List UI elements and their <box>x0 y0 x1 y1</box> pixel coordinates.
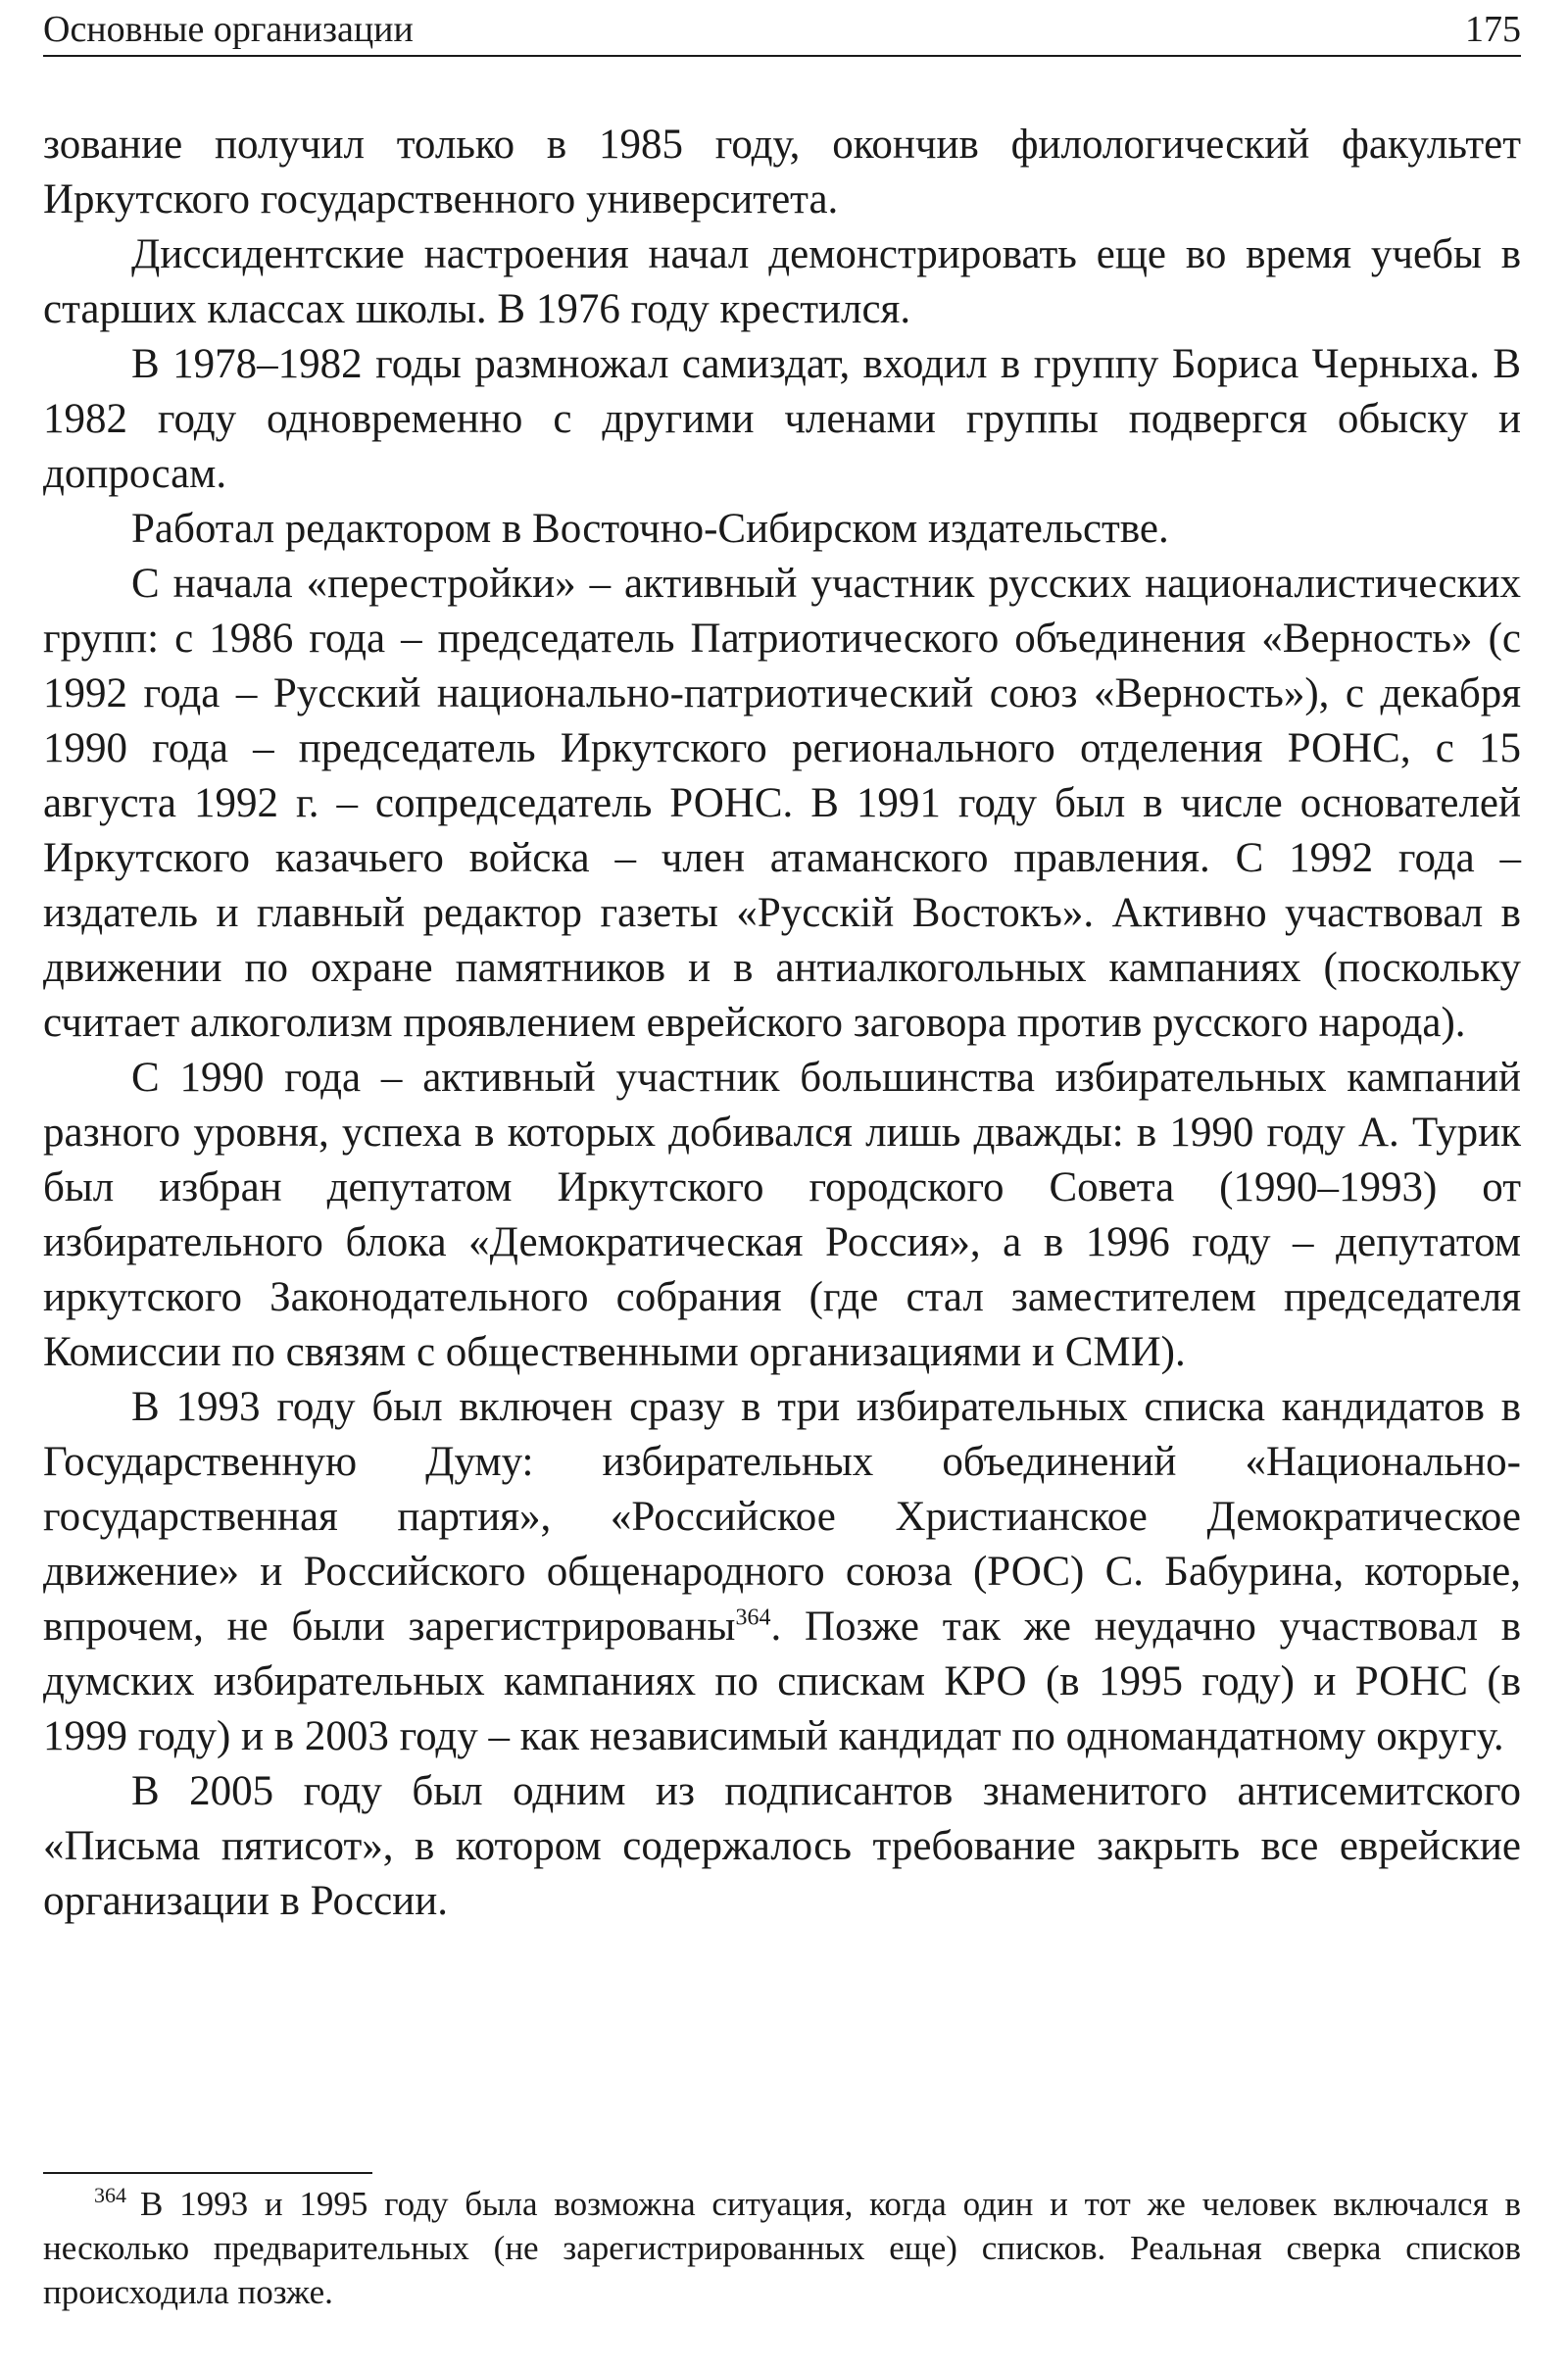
paragraph: С начала «перестройки» – активный участник русских националистических групп: с 1986 года – председатель Патриотического объединения «Верность» (с 1992 года – Русский национально-патриотический союз «Верность»), с декабря 1990 года – председатель Иркутского регионального отделения РОНС, с 15 августа 1992 г. – сопредседатель РОНС. В 1991 году был в числе основателей Иркутского казачьего войска – член атаманского правления. С 1992 года – издатель и главный редактор газеты «Русскiй Востокъ». Активно участвовал в движении по охране памятников и в антиалкогольных кампаниях (поскольку считает алкоголизм проявлением еврейского заговора против русского народа). <box>43 561 1521 1046</box>
running-header <box>43 4 1521 57</box>
footnote-paragraph <box>43 2182 1521 2314</box>
paragraph-with-footnote-ref <box>43 1380 1521 1764</box>
footnote-reference[interactable]: 364 <box>735 1605 771 1631</box>
main-text <box>43 118 1521 1929</box>
paragraph: С 1990 года – активный участник большинства избирательных кампаний разного уровня, успеха в которых добивался лишь дважды: в 1990 году А. Турик был избран депутатом Иркутского городского Совета (1990–1993) от избирательного блока «Демократическая Россия», а в 1996 году – депутатом иркутского Законодательного собрания (где стал заместителем председателя Комиссии по связям с общественными организациями и СМИ). <box>43 1055 1521 1375</box>
paragraph: Работал редактором в Восточно-Сибирском издательстве. <box>131 506 1169 552</box>
section-title: Основные организации <box>43 9 414 50</box>
footnote-text: В 1993 и 1995 году была возможна ситуация, когда один и тот же человек включался в несколько предварительных (не зарегистрированных еще) списков. Реальная сверка списков происходила позже. <box>43 2185 1521 2311</box>
book-page <box>43 0 1521 2370</box>
paragraph: В 1978–1982 годы размножал самиздат, входил в группу Бориса Черныха. В 1982 году одновременно с другими членами группы подвергся обыску и допросам. <box>43 341 1521 497</box>
paragraph: Диссидентские настроения начал демонстрировать еще во время учебы в старших классах школы. В 1976 году крестился. <box>43 231 1521 332</box>
footnote <box>43 2182 1521 2314</box>
paragraph-continued: зование получил только в 1985 году, окончив филологический факультет Иркутского государственного университета. <box>43 122 1521 222</box>
page-number: 175 <box>1465 9 1521 50</box>
paragraph: В 2005 году был одним из подписантов знаменитого антисемитского «Письма пятисот», в котором содержалось требование закрыть все еврейские организации в России. <box>43 1768 1521 1924</box>
footnote-divider <box>43 2172 372 2174</box>
paragraph-text-before-ref: В 1993 году был включен сразу в три избирательных списка кандидатов в Государственную Думу: избирательных объединений «Национально-государственная партия», «Российское Христианское Демократическое движение» и Российского общенародного союза (РОС) С. Бабурина, которые, впрочем, не были зарегистрированы <box>43 1384 1521 1650</box>
footnote-number: 364 <box>94 2183 126 2208</box>
paragraph-text-after-ref: . Позже так же неудачно участвовал в думских избирательных кампаниях по спискам КРО (в 1995 году) и РОНС (в 1999 году) и в 2003 году – как независимый кандидат по одномандатному округу. <box>43 1604 1521 1759</box>
